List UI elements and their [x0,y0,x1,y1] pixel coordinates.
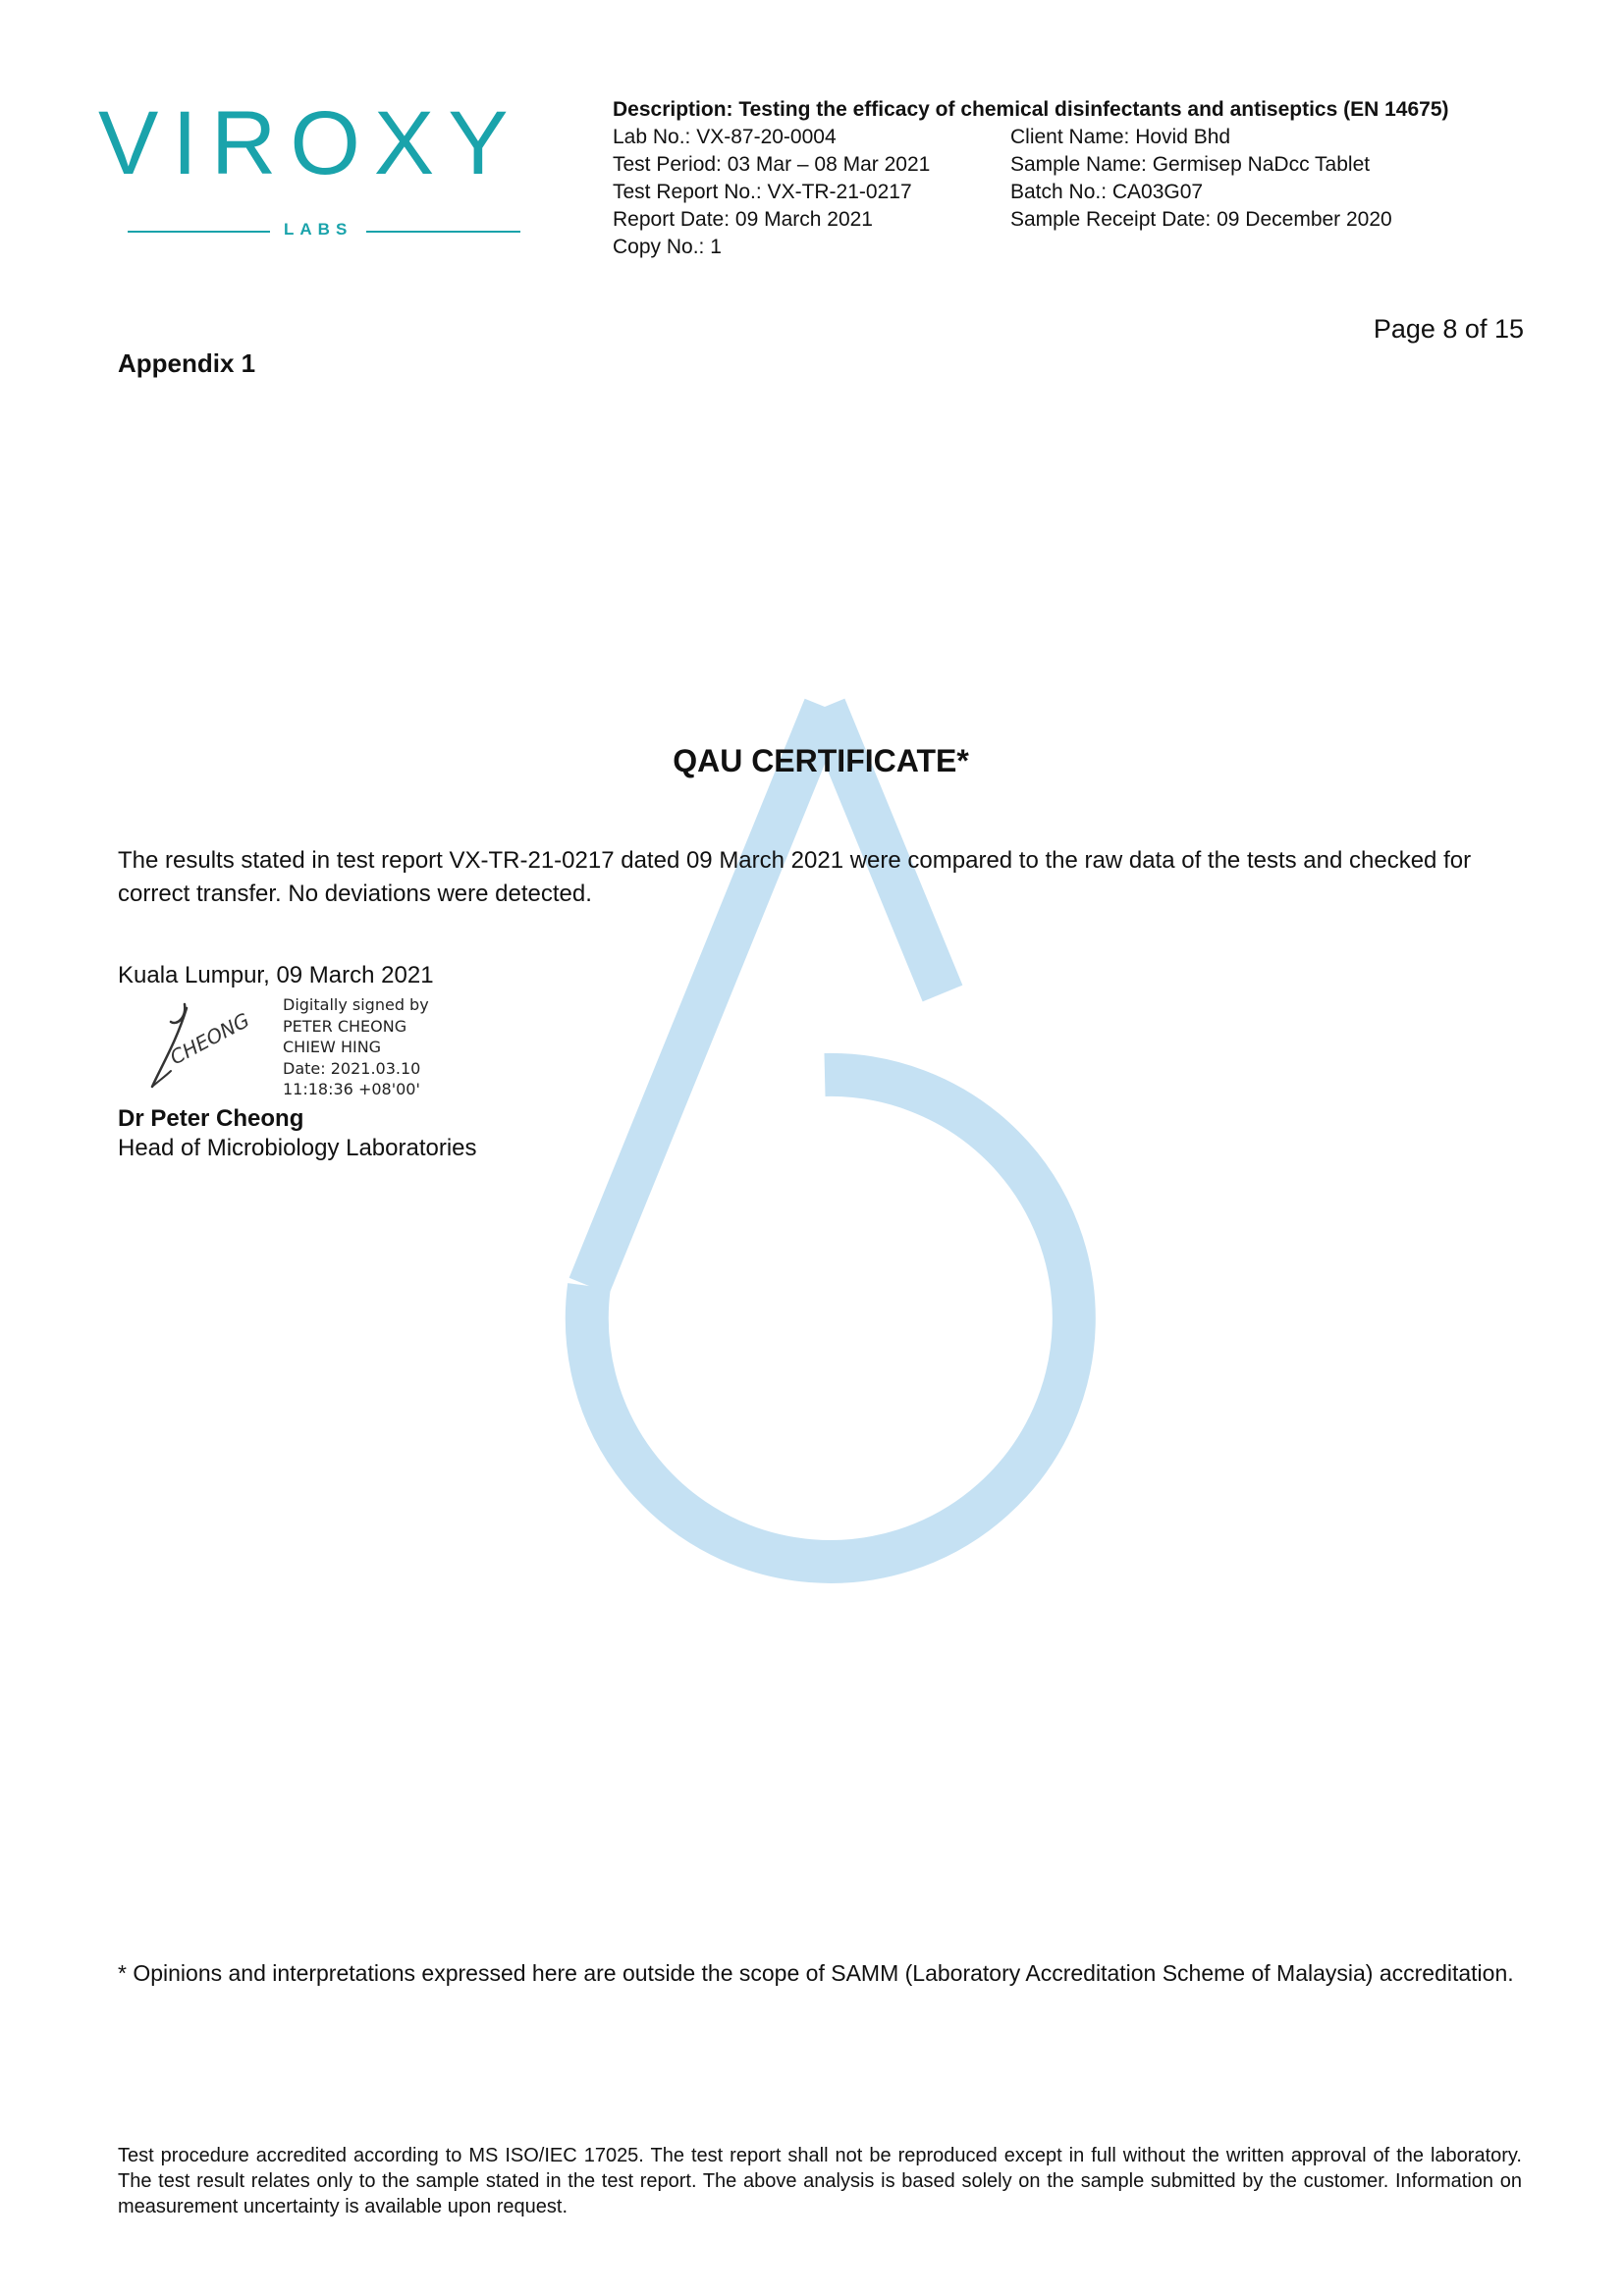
header-sample-receipt-date: Sample Receipt Date: 09 December 2020 [1010,208,1392,231]
digital-line-2: PETER CHEONG [283,1016,407,1036]
header-sample-name: Sample Name: Germisep NaDcc Tablet [1010,153,1371,176]
logo-wordmark: VIROXY [98,93,522,193]
digital-line-4: Date: 2021.03.10 [283,1058,421,1078]
header-description: Description: Testing the efficacy of chemical disinfectants and antiseptics (EN 14675) [613,98,1449,121]
header-lab-no: Lab No.: VX-87-20-0004 [613,126,837,148]
watermark-drop-icon [550,687,1100,1610]
handwritten-signature [147,996,255,1095]
footer-disclaimer: Test procedure accredited according to MS ISO/IEC 17025. The test report shall not be reproduced except in full without the written approval of the laboratory. The test result relates only to the sample stated in the test report. The above analysis is based solely on the sample submitted by the customer. Information on measurement uncertainty is available upon request. [118,2145,1522,2217]
footnote: * Opinions and interpretations expressed here are outside the scope of SAMM (Laboratory Accreditation Scheme of Malaysia) accreditation. [118,1960,1514,1986]
header-copy-no: Copy No.: 1 [613,236,722,258]
page-number: Page 8 of 15 [1373,314,1524,344]
place-date: Kuala Lumpur, 09 March 2021 [118,962,434,988]
certificate-text: The results stated in test report VX-TR-21-0217 dated 09 March 2021 were compared to the raw data of the tests and checked for correct transfer. No deviations were detected. [118,847,1472,907]
digital-signature-info [283,994,429,1100]
svg-text:CHEONG: CHEONG [166,1007,253,1070]
header-batch-no: Batch No.: CA03G07 [1010,181,1204,203]
header-report-date: Report Date: 09 March 2021 [613,208,873,231]
header-client-name: Client Name: Hovid Bhd [1010,126,1231,148]
header-test-period: Test Period: 03 Mar – 08 Mar 2021 [613,153,931,176]
signer-name: Dr Peter Cheong [118,1105,304,1132]
digital-line-1: Digitally signed by [283,995,429,1014]
appendix-label: Appendix 1 [118,348,256,378]
certificate-title: QAU CERTIFICATE* [673,743,969,778]
logo-subtext: LABS [270,220,366,240]
digital-line-3: CHIEW HING [283,1038,382,1056]
report-header [613,96,1595,261]
header-test-report-no: Test Report No.: VX-TR-21-0217 [613,181,912,203]
digital-line-5: 11:18:36 +08'00' [283,1080,420,1098]
signer-title: Head of Microbiology Laboratories [118,1135,477,1161]
viroxy-labs-logo [98,93,550,245]
